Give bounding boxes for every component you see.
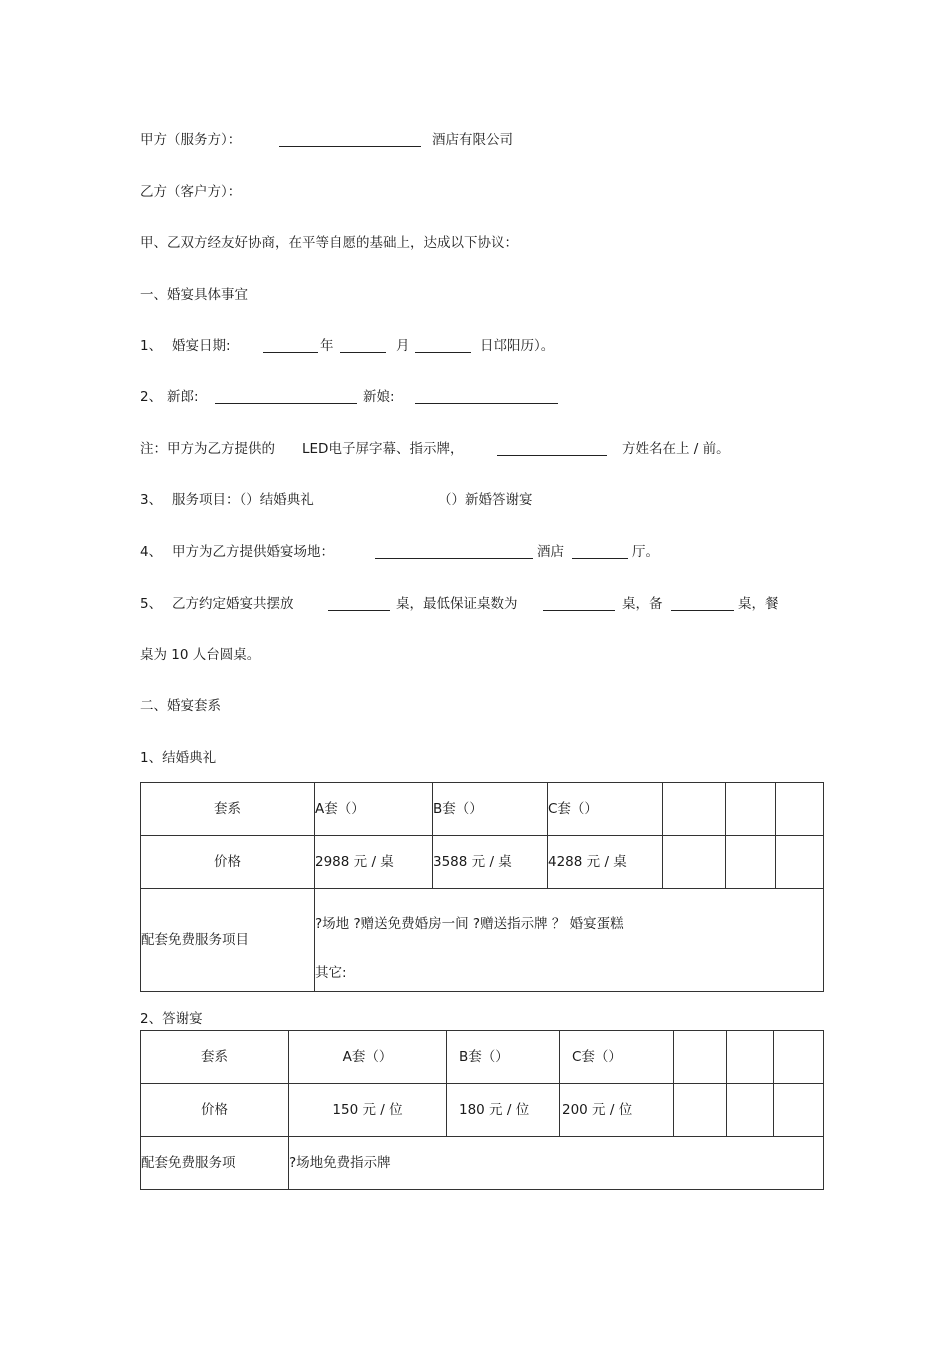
table1-header-label: 套系 (141, 783, 315, 836)
table1-ceremony (140, 782, 824, 992)
hall-unit: 厅。 (632, 544, 659, 560)
hotel-unit: 酒店 (537, 544, 564, 560)
table2-services-label: 配套免费服务项 (141, 1137, 289, 1190)
item1-num: 1、 (140, 338, 163, 354)
item3-num: 3、 (140, 492, 163, 508)
table1-empty-cell[interactable] (776, 836, 824, 889)
table2-price-label: 价格 (141, 1084, 289, 1137)
table1-title: 1、结婚典礼 (140, 750, 217, 766)
section2-title: 二、婚宴套系 (140, 698, 221, 714)
hall-blank[interactable] (572, 544, 628, 559)
table2-empty-cell[interactable] (674, 1031, 727, 1084)
table2-price-a: 150 元 / 位 (289, 1084, 447, 1137)
table1-header-row (141, 783, 824, 836)
groom-blank[interactable] (215, 389, 357, 404)
intro-text: 甲、乙双方经友好协商，在平等自愿的基础上，达成以下协议： (140, 235, 518, 251)
table1-price-row (141, 836, 824, 889)
table2-empty-cell[interactable] (727, 1031, 774, 1084)
table2-package-b[interactable]: B套（） (447, 1031, 560, 1084)
item1-label: 婚宴日期: (172, 338, 231, 354)
table2-title: 2、答谢宴 (140, 1011, 203, 1027)
table2-empty-cell[interactable] (774, 1031, 824, 1084)
bride-label: 新娘: (363, 389, 395, 405)
table1-services-row (141, 889, 824, 992)
table2-empty-cell[interactable] (674, 1084, 727, 1137)
table2-package-c[interactable]: C套（） (560, 1031, 674, 1084)
table1-services-other: 其它: (315, 965, 347, 981)
note-middle: LED电子屏字幕、指示牌， (302, 441, 464, 457)
table2-services-row (141, 1137, 824, 1190)
month-unit: 月 (396, 338, 410, 354)
note-suffix: 方姓名在上 / 前。 (622, 441, 730, 457)
groom-label: 新郎: (167, 389, 199, 405)
table2-price-row (141, 1084, 824, 1137)
table2-price-b: 180 元 / 位 (447, 1084, 560, 1137)
table2-header-label: 套系 (141, 1031, 289, 1084)
item4-label: 甲方为乙方提供婚宴场地： (172, 544, 334, 560)
table2-package-a[interactable]: A套（） (289, 1031, 447, 1084)
item5-cont: 桌为 10 人台圆桌。 (140, 647, 261, 663)
item4-num: 4、 (140, 544, 163, 560)
item5-num: 5、 (140, 596, 163, 612)
table1-empty-cell[interactable] (726, 836, 776, 889)
item5-t2: 桌，备 (622, 596, 663, 612)
spare-tables-blank[interactable] (671, 596, 734, 611)
party-b-label: 乙方（客户方）： (140, 184, 242, 200)
table1-price-label: 价格 (141, 836, 315, 889)
item5-t1: 桌，最低保证桌数为 (396, 596, 518, 612)
year-blank[interactable] (263, 338, 318, 353)
table1-package-a[interactable]: A套（） (315, 783, 433, 836)
month-blank[interactable] (340, 338, 386, 353)
item5-label: 乙方约定婚宴共摆放 (172, 596, 294, 612)
table2-banquet (140, 1030, 824, 1190)
item3-label: 服务项目：（）结婚典礼 (172, 492, 314, 508)
bride-blank[interactable] (415, 389, 558, 404)
note-prefix: 注：甲方为乙方提供的 (140, 441, 275, 457)
party-a-suffix: 酒店有限公司 (432, 132, 513, 148)
table1-empty-cell[interactable] (663, 836, 726, 889)
item2-num: 2、 (140, 389, 163, 405)
table1-price-c: 4288 元 / 桌 (548, 836, 663, 889)
table1-services-cell (315, 889, 824, 992)
item3-option2: （）新婚答谢宴 (438, 492, 533, 508)
day-blank[interactable] (415, 338, 471, 353)
day-suffix: 日邙阳历）。 (480, 338, 555, 354)
party-a-blank[interactable] (279, 132, 421, 147)
table2-header-row (141, 1031, 824, 1084)
venue-blank[interactable] (375, 544, 533, 559)
note-blank[interactable] (497, 441, 607, 456)
table1-package-b[interactable]: B套（） (433, 783, 548, 836)
tables-blank[interactable] (328, 596, 390, 611)
table2-price-c: 200 元 / 位 (560, 1084, 674, 1137)
table1-empty-cell[interactable] (663, 783, 726, 836)
table1-package-c[interactable]: C套（） (548, 783, 663, 836)
table1-price-a: 2988 元 / 桌 (315, 836, 433, 889)
table1-price-b: 3588 元 / 桌 (433, 836, 548, 889)
table1-services-items: ?场地 ?赠送免费婚房一间 ?赠送指示牌 ？ 婚宴蛋糕 (315, 916, 624, 932)
table2-services-items: ?场地免费指示牌 (289, 1137, 824, 1190)
table1-empty-cell[interactable] (726, 783, 776, 836)
year-unit: 年 (320, 338, 334, 354)
table2-empty-cell[interactable] (774, 1084, 824, 1137)
table2-empty-cell[interactable] (727, 1084, 774, 1137)
party-a-line (140, 130, 241, 150)
table1-services-label: 配套免费服务项目 (141, 889, 315, 992)
party-a-label: 甲方（服务方）： (140, 132, 242, 148)
table1-empty-cell[interactable] (776, 783, 824, 836)
item5-t3: 桌，餐 (738, 596, 779, 612)
section1-title: 一、婚宴具体事宜 (140, 287, 248, 303)
min-tables-blank[interactable] (543, 596, 615, 611)
